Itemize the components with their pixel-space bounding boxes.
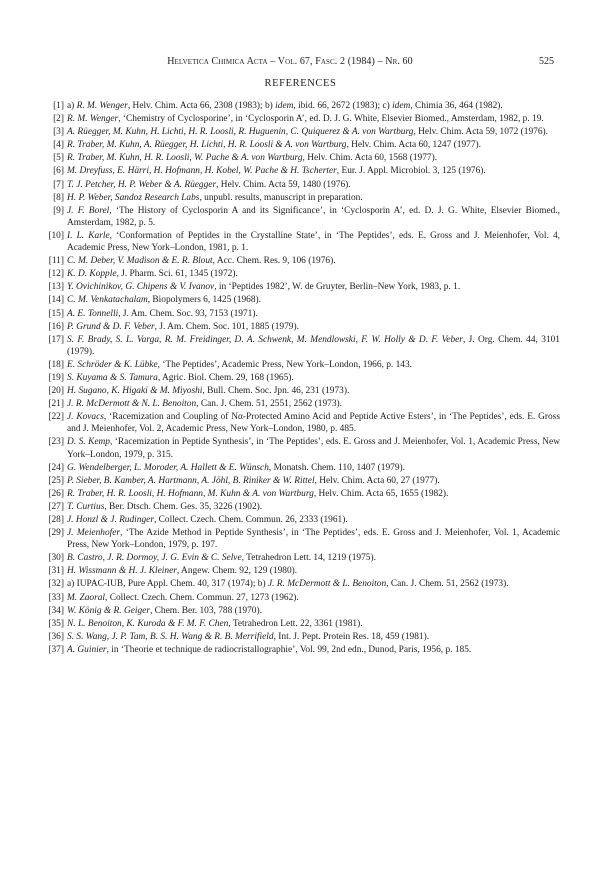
reference-item [40,359,560,371]
reference-text: , Biopolymers 6, 1425 (1968). [147,295,261,306]
reference-item [40,565,560,577]
reference-authors: R. Traber, M. Kuhn, H. R. Loosli, W. Pache & A. von Wartburg [67,153,303,164]
reference-authors: S. S. Wang, J. P. Tam, B. S. H. Wang & R. B. Merrifield [67,631,274,642]
reference-authors: J. Meienhofer [67,528,121,539]
reference-text: , Chem. Ber. 103, 788 (1970). [149,605,262,616]
reference-number: [7] [53,179,64,190]
reference-authors: R. Traber, M. Kuhn, A. Rüegger, H. Lichti, H. R. Loosli & A. von Wartburg [67,140,347,151]
reference-authors: D. S. Kemp [67,437,110,448]
reference-text: , ‘Racemization and Coupling of Nα-Protected Amino Acid and Peptide Active Esters’, in ‘The Peptides’, eds. E. Gross and J. Meienhofer, Vol. 2, Academic Press, New York–London, 1980, p. 485. [67,412,560,435]
reference-number: [33] [48,592,64,603]
reference-authors: G. Wendelberger, L. Moroder, A. Hallett & E. Wünsch [67,462,269,473]
reference-authors: H. Sugano, K. Higaki & M. Miyoshi [67,386,203,397]
reference-text: , Helv. Chim. Acta 59, 1072 (1976). [413,127,548,138]
reference-number: [31] [48,566,64,577]
reference-text: , ‘The History of Cyclosporin A and its Significance’, in ‘Cyclosporin A’, ed. D. J. G. White, Elsevier Biomed., Amsterdam, 1982, p. 5. [67,205,560,228]
reference-authors: I. L. Karle [67,230,110,241]
reference-item [40,385,560,397]
reference-number: [17] [48,334,64,345]
page-number: 525 [539,56,554,67]
reference-authors: C. M. Deber, V. Madison & E. R. Blout [67,256,213,267]
reference-item [40,308,560,320]
reference-item [40,255,560,267]
reference-number: [27] [48,501,64,512]
reference-item [40,192,560,204]
reference-number: [3] [53,127,64,138]
reference-item [40,126,560,138]
reference-item [40,100,560,112]
reference-number: [15] [48,308,64,319]
reference-text: , Tetrahedron Lett. 22, 3361 (1981). [228,618,363,629]
reference-item [40,527,560,551]
reference-text: , J. Org. Chem. 44, 3101 (1979). [67,334,560,357]
reference-authors: N. L. Benoiton, K. Kuroda & F. M. F. Chen [67,618,229,629]
reference-authors: P. Grund & D. F. Veber [67,321,155,332]
reference-text: , ‘Racemization in Peptide Synthesis’, in ‘The Peptides’, eds. E. Gross and J. Meienhofer, Vol. 1, Academic Press, New York–London, 1979, p. 315. [67,437,560,460]
reference-authors: idem [392,101,411,111]
reference-item [40,605,560,617]
reference-authors: A. Rüegger, M. Kuhn, H. Lichti, H. R. Loosli, R. Huguenin, C. Quiquerez & A. von Wartburg [67,127,414,138]
reference-text: , Acc. Chem. Res. 9, 106 (1976). [212,256,336,267]
reference-item [40,152,560,164]
reference-item [40,268,560,280]
reference-number: [19] [48,372,64,383]
reference-number: [14] [48,295,64,306]
reference-text: , Can. J. Chem. 51, 2551, 2562 (1973). [196,399,342,410]
reference-number: [32] [48,579,64,590]
reference-number: [8] [53,192,64,203]
reference-item [40,398,560,410]
reference-authors: R. M. Wenger [76,101,128,111]
reference-item [40,321,560,333]
reference-number: [29] [48,528,64,539]
reference-number: [10] [48,230,64,241]
reference-authors: T. J. Petcher, H. P. Weber & A. Rüegger [67,179,217,190]
reference-authors: J. R. McDermott & N. L. Benoiton [67,399,197,410]
reference-text: , ‘The Peptides’, Academic Press, New York–London, 1966, p. 143. [157,359,413,370]
reference-number: [16] [48,321,64,332]
reference-item [40,165,560,177]
reference-text: , Helv. Chim. Acta 66, 2308 (1983); b) [127,101,276,111]
reference-authors: J. Honzl & J. Rudinger [67,515,154,525]
reference-authors: A. Guinier [67,644,107,655]
reference-text: , ‘The Azide Method in Peptide Synthesis’, in ‘The Peptides’, eds. E. Gross and J. Meienhofer, Vol. 1, Academic Press, New York–London, 1979, p. 197. [67,528,561,551]
reference-number: [23] [48,437,64,448]
reference-number: [4] [53,140,64,151]
reference-item [40,618,560,630]
reference-number: [21] [48,399,64,410]
reference-list [40,100,560,657]
reference-item [40,578,560,590]
reference-text: , Agric. Biol. Chem. 29, 168 (1965). [157,372,294,383]
reference-text: , Can. J. Chem. 51, 2562 (1973). [386,579,509,590]
reference-text: , Int. J. Pept. Protein Res. 18, 459 (1981). [273,631,430,642]
reference-authors: idem [275,101,294,111]
reference-authors: Y. Ovichinikov, G. Chipens & V. Ivanov [67,282,215,293]
reference-number: [36] [48,631,64,642]
reference-text: , Collect. Czech. Chem. Commun. 26, 2333 (1961). [153,515,348,525]
reference-item [40,113,560,125]
reference-text: , in ‘Theorie et technique de radiocristallographie’, Vol. 99, 2nd edn., Dunod, Paris, 1956, p. 185. [106,644,472,655]
reference-number: [35] [48,618,64,629]
reference-item [40,281,560,293]
journal-citation: Helvetica Chimica Acta – Vol. 67, Fasc. 2 (1984) – Nr. 60 [167,56,413,67]
reference-number: [13] [48,282,64,293]
reference-number: [25] [48,475,64,486]
reference-text: , ‘Chemistry of Cyclosporine’, in ‘Cyclosporin A’, ed. D. J. G. White, Elsevier Biomed., Amsterdam, 1982, p. 19. [118,114,544,125]
reference-text: , Helv. Chim. Acta 59, 1480 (1976). [216,179,351,190]
reference-item [40,644,560,656]
reference-text: , Ber. Dtsch. Chem. Ges. 35, 3226 (1902). [104,501,263,512]
reference-authors: A. E. Tonnelli [67,308,119,319]
reference-text: , Tetrahedron Lett. 14, 1219 (1975). [241,553,376,564]
reference-item [40,294,560,306]
reference-number: [12] [48,269,64,280]
reference-authors: H. P. Weber, Sandoz Research Labs [67,192,200,203]
reference-number: [2] [53,114,64,125]
reference-authors: M. Zaoral [67,592,106,603]
reference-item [40,462,560,474]
reference-text: , Collect. Czech. Chem. Commun. 27, 1273 (1962). [105,592,299,603]
reference-text: , Helv. Chim. Acta 60, 1568 (1977). [302,153,438,164]
reference-text: , unpubl. results, manuscript in preparation. [199,192,363,203]
reference-item [40,230,560,254]
reference-number: [30] [48,553,64,564]
reference-number: [11] [48,256,64,267]
reference-number: [18] [48,359,64,370]
reference-text: , ‘Conformation of Peptides in the Crystalline State’, in ‘The Peptides’, eds. E. Gross and J. Meienhofer, Vol. 4, Academic Press, New York–London, 1981, p. 1. [67,230,560,254]
reference-authors: P. Sieber, B. Kamber, A. Hartmann, A. Jöhl, B. Riniker & W. Rittel [67,475,315,486]
reference-item [40,334,560,358]
reference-item [40,411,560,435]
reference-item [40,514,560,526]
reference-text: a) [67,101,77,111]
reference-item [40,501,560,513]
reference-authors: J. Kovacs [67,412,104,423]
reference-authors: K. D. Kopple [67,269,117,280]
reference-authors: C. M. Venkatachalam [67,295,148,306]
section-title: REFERENCES [264,78,337,89]
reference-authors: R. Traber, H. R. Loosli, H. Hofmann, M. Kuhn & A. von Wartburg [67,488,314,499]
reference-number: [26] [48,488,64,499]
reference-text: , Bull. Chem. Soc. Jpn. 46, 231 (1973). [202,386,350,397]
reference-number: [28] [48,515,64,525]
reference-item [40,139,560,151]
reference-number: [22] [48,412,64,423]
reference-authors: J. R. McDermott & L. Benoiton [267,579,387,590]
reference-authors: B. Castro, J. R. Dormoy, J. G. Evin & C. Selve [67,553,242,564]
reference-item [40,488,560,500]
reference-authors: S. Kuyama & S. Tamura [67,372,158,383]
reference-text: , Angew. Chem. 92, 129 (1980). [176,566,298,577]
reference-authors: J. F. Borel [67,205,110,216]
reference-authors: T. Curtius [67,501,105,512]
reference-item [40,631,560,643]
reference-item [40,179,560,191]
reference-text: , J. Am. Chem. Soc. 101, 1885 (1979). [154,321,299,332]
running-header [40,56,554,70]
reference-authors: W. König & R. Geiger [67,605,150,616]
reference-item [40,552,560,564]
reference-text: , Chimia 36, 464 (1982). [410,101,503,111]
reference-text: , in ‘Peptides 1982’, W. de Gruyter, Berlin–New York, 1983, p. 1. [214,282,461,293]
reference-number: [1] [53,101,64,111]
reference-item [40,372,560,384]
reference-number: [34] [48,605,64,616]
reference-number: [37] [48,644,64,655]
reference-item [40,205,560,229]
reference-number: [6] [53,166,64,177]
reference-authors: E. Schröder & K. Lübke [67,359,158,370]
reference-text: , Eur. J. Appl. Microbiol. 3, 125 (1976). [336,166,486,177]
reference-text: , J. Am. Chem. Soc. 93, 7153 (1971). [118,308,258,319]
reference-authors: R. M. Wenger [67,114,119,125]
reference-authors: S. F. Brady, S. L. Varga, R. M. Freidinger, D. A. Schwenk, M. Mendlowski, F. W. Holly & D. F. Veber [67,334,463,345]
reference-authors: M. Dreyfuss, E. Härri, H. Hofmann, H. Kobel, W. Pache & H. Tscherter [67,166,337,177]
reference-text: , Helv. Chim. Acta 65, 1655 (1982). [313,488,449,499]
reference-text: , Helv. Chim. Acta 60, 27 (1977). [314,475,440,486]
reference-number: [5] [53,153,64,164]
reference-text: , Helv. Chim. Acta 60, 1247 (1977). [346,140,481,151]
reference-text: a) IUPAC-IUB, Pure Appl. Chem. 40, 317 (1974); b) [67,579,268,590]
reference-number: [9] [53,205,64,216]
reference-item [40,592,560,604]
reference-authors: H. Wissmann & H. J. Kleiner [67,566,177,577]
reference-text: , ibid. 66, 2672 (1983); c) [293,101,393,111]
reference-item [40,475,560,487]
reference-item [40,436,560,460]
reference-number: [20] [48,386,64,397]
reference-number: [24] [48,462,64,473]
reference-text: , Monatsh. Chem. 110, 1407 (1979). [268,462,405,473]
reference-text: , J. Pharm. Sci. 61, 1345 (1972). [116,269,238,280]
